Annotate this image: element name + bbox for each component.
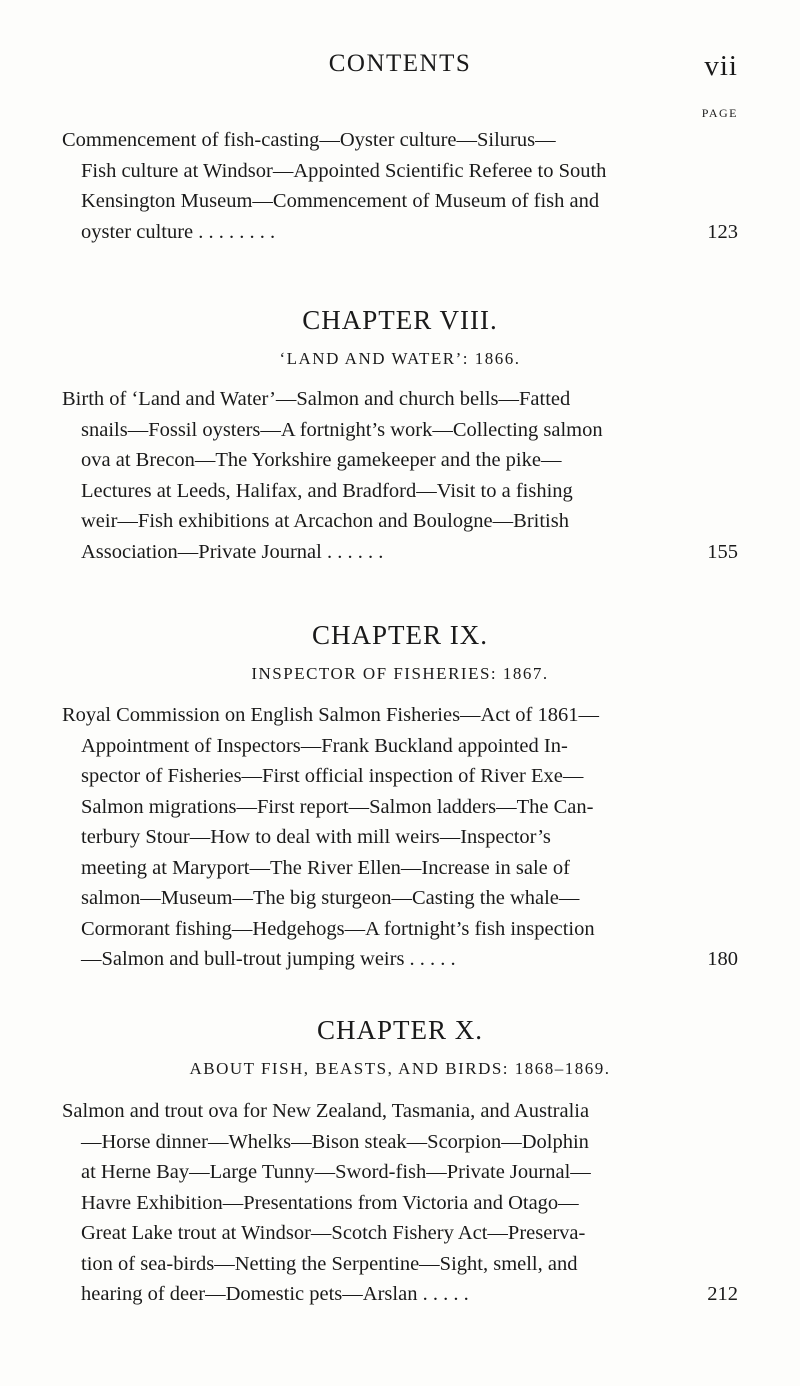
chapter-subtitle: ‘LAND AND WATER’: 1866. [279, 349, 521, 368]
toc-line [62, 1279, 738, 1310]
toc-line: Salmon migrations—First report—Salmon ladders—The Can- [81, 795, 594, 818]
chapter-heading: CHAPTER VIII. [302, 305, 498, 335]
toc-line: weir—Fish exhibitions at Arcachon and Boulogne—British [81, 510, 569, 532]
toc-line: spector of Fisheries—First official inspection of River Exe— [81, 765, 584, 787]
chapter-subtitle: INSPECTOR OF FISHERIES: 1867. [251, 664, 549, 683]
toc-line: Salmon and trout ova for New Zealand, Tasmania, and Australia [62, 1100, 590, 1122]
toc-line-text: oyster culture . . . . . . . . [81, 220, 276, 243]
toc-line: meeting at Maryport—The River Ellen—Increase in sale of [81, 856, 570, 879]
toc-line: Lectures at Leeds, Halifax, and Bradford—Visit to a fishing [81, 479, 573, 502]
toc-line-text: hearing of deer—Domestic pets—Arslan . . . . . [81, 1283, 469, 1305]
toc-line [62, 944, 738, 975]
toc-entry-chapter-9 [62, 700, 738, 975]
toc-line: ova at Brecon—The Yorkshire gamekeeper and the pike— [81, 449, 562, 471]
chapter-heading: CHAPTER IX. [311, 620, 488, 650]
page-title: CONTENTS [328, 50, 472, 77]
toc-entry-intro [62, 125, 738, 247]
toc-line: Birth of ‘Land and Water’—Salmon and church bells—Fatted [62, 388, 571, 410]
toc-line: terbury Stour—How to deal with mill weirs—Inspector’s [81, 826, 551, 848]
toc-line: salmon—Museum—The big sturgeon—Casting the whale— [81, 887, 580, 909]
toc-line: Royal Commission on English Salmon Fisheries—Act of 1861— [62, 704, 599, 726]
chapter-heading: CHAPTER X. [316, 1015, 483, 1045]
toc-line: Commencement of fish-casting—Oyster culture—Silurus— [62, 129, 556, 151]
toc-page-number: 155 [707, 540, 738, 563]
toc-line: Great Lake trout at Windsor—Scotch Fishery Act—Preserva- [81, 1222, 586, 1244]
toc-line-text: —Salmon and bull-trout jumping weirs . . . . . [81, 948, 456, 970]
toc-line [62, 217, 738, 248]
toc-line: Cormorant fishing—Hedgehogs—A fortnight’s fish inspection [81, 917, 595, 940]
toc-page-number: 212 [707, 1283, 738, 1305]
toc-page-number: 180 [707, 948, 738, 970]
toc-line [62, 537, 738, 568]
running-head [0, 50, 800, 90]
toc-line: tion of sea-birds—Netting the Serpentine—Sight, smell, and [81, 1252, 578, 1275]
toc-entry-chapter-8 [62, 384, 738, 567]
chapter-subtitle: ABOUT FISH, BEASTS, AND BIRDS: 1868–1869. [189, 1059, 611, 1078]
toc-line-text: Association—Private Journal . . . . . . [81, 540, 384, 563]
toc-page-number: 123 [707, 220, 738, 243]
page-number: vii [704, 50, 738, 82]
toc-line: —Horse dinner—Whelks—Bison steak—Scorpion—Dolphin [81, 1130, 589, 1153]
toc-line: at Herne Bay—Large Tunny—Sword-fish—Private Journal— [81, 1161, 591, 1183]
toc-line: snails—Fossil oysters—A fortnight’s work—Collecting salmon [81, 418, 603, 441]
page-column-label: PAGE [701, 106, 738, 120]
toc-line: Fish culture at Windsor—Appointed Scientific Referee to South [81, 159, 607, 182]
toc-line: Havre Exhibition—Presentations from Victoria and Otago— [81, 1191, 579, 1214]
toc-line: Appointment of Inspectors—Frank Buckland appointed In- [81, 734, 568, 757]
toc-line: Kensington Museum—Commencement of Museum of fish and [81, 190, 600, 212]
toc-entry-chapter-10 [62, 1096, 738, 1310]
